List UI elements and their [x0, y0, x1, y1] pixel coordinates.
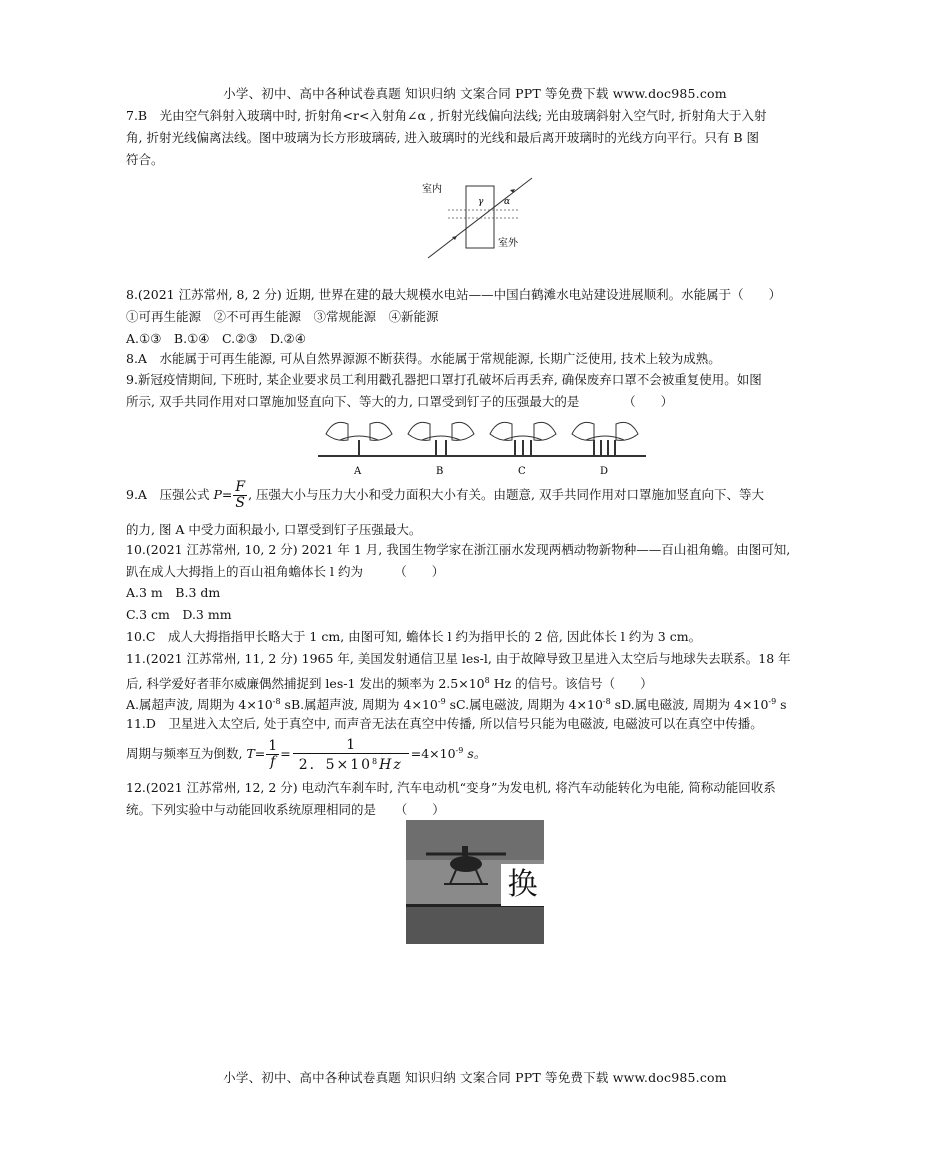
equals-sign: =	[254, 746, 266, 761]
option-b-label: B	[436, 466, 444, 477]
exponent: 8	[372, 756, 380, 766]
option-c-figure	[482, 422, 564, 477]
exponent: -8	[272, 697, 281, 706]
q7-line-2: 角, 折射光线偏离法线。图中玻璃为长方形玻璃砖, 进入玻璃时的光线和最后离开玻璃时的光线方向平行。只有 B 图	[126, 130, 760, 145]
denominator-value: 2．5×10	[298, 756, 373, 773]
fig-gamma-label: γ	[478, 197, 484, 207]
option-b-figure	[400, 422, 482, 477]
option-c-label: C	[518, 466, 526, 477]
q10-answer: 10.C 成人大拇指指甲长略大于 1 cm, 由图可知, 蟾体长 l 约为指甲长的 2 倍, 因此体长 l 约为 3 cm。	[126, 629, 702, 644]
pressure-symbol: P	[213, 487, 222, 502]
option-a-label: A	[354, 466, 362, 477]
q11-answer-text: 周期与频率互为倒数,	[126, 746, 247, 761]
q11-answer-line-1: 11.D 卫星进入太空后, 处于真空中, 而声音无法在真空中传播, 所以信号只能为电磁波, 电磁波可以在真空中传播。	[126, 716, 763, 731]
option-d-figure	[564, 422, 646, 477]
equals-sign: =	[221, 487, 233, 502]
fraction-denominator	[293, 754, 409, 773]
fraction-denominator: f	[270, 754, 276, 770]
q11-option-a: A.属超声波, 周期为 4×10	[126, 697, 273, 712]
refraction-diagram	[422, 174, 562, 264]
unit-hz: Hz	[379, 756, 403, 773]
q7-line-1: 7.B 光由空气斜射入玻璃中时, 折射角<r<入射角∠α , 折射光线偏向法线; 光由玻璃斜射入空气时, 折射角大于入射	[126, 108, 767, 123]
exponent: -9	[455, 746, 464, 755]
q11-option-c: sC.属电磁波, 周期为 4×10	[445, 697, 603, 712]
q9-answer-prefix: 9.A 压强公式	[126, 487, 214, 502]
q11-option-d: sD.属电磁波, 周期为 4×10	[610, 697, 769, 712]
q11-stem-2	[126, 671, 653, 694]
option-a-figure	[318, 422, 400, 477]
unit-seconds: s。	[463, 746, 487, 761]
q8-options-choices: A.①③ B.①④ C.②③ D.②④	[126, 331, 306, 346]
q11-option-b: sB.属超声波, 周期为 4×10	[280, 697, 438, 712]
q12-experiment-photo	[406, 820, 544, 944]
q11-answer-line-2	[126, 734, 486, 773]
q9-answer-suffix: , 压强大小与压力大小和受力面积大小有关。由题意, 双手共同作用对口罩施加竖直向下、等大	[248, 487, 764, 502]
page-header: 小学、初中、高中各种试卷真题 知识归纳 文案合同 PPT 等免费下载 www.doc985.com	[223, 86, 727, 101]
fig-indoor-label: 室内	[422, 184, 442, 195]
helicopter-icon	[426, 840, 506, 900]
page-footer: 小学、初中、高中各种试卷真题 知识归纳 文案合同 PPT 等免费下载 www.doc985.com	[223, 1070, 727, 1085]
q10-options-1: A.3 m B.3 dm	[126, 585, 221, 600]
q8-stem: 8.(2021 江苏常州, 8, 2 分) 近期, 世界在建的最大规模水电站——中国白鹤滩水电站建设进展顺利。水能属于（ ）	[126, 287, 782, 302]
unit-seconds: s	[776, 697, 787, 712]
fraction-numerator: 1	[268, 738, 278, 754]
exponent: -9	[437, 697, 446, 706]
exponent: -8	[602, 697, 611, 706]
q10-stem-2: 趴在成人大拇指上的百山祖角蟾体长 l 约为 （ ）	[126, 564, 445, 579]
q11-options	[126, 692, 787, 715]
fig-outdoor-label: 室外	[498, 238, 518, 249]
fraction-numerator: 1	[293, 737, 409, 754]
fig-alpha-label: α	[504, 197, 511, 207]
q11-stem-2-end: Hz 的信号。该信号（ ）	[489, 676, 653, 691]
option-d-label: D	[600, 466, 609, 477]
q12-stem-2: 统。下列实验中与动能回收系统原理相同的是 （ ）	[126, 802, 445, 817]
q10-options-2: C.3 cm D.3 mm	[126, 607, 232, 622]
reciprocal-fraction	[266, 739, 279, 770]
period-symbol: T	[246, 746, 255, 761]
overlay-char: 换	[501, 864, 544, 906]
q9-answer-line-1	[126, 480, 764, 511]
q8-answer: 8.A 水能属于可再生能源, 可从自然界源源不断获得。水能属于常规能源, 长期广泛使用, 技术上较为成熟。	[126, 351, 721, 366]
q9-line-1: 9.新冠疫情期间, 下班时, 某企业要求员工利用戳孔器把口罩打孔破坏后再丢弃, 确保废弃口罩不会被重复使用。如图	[126, 372, 762, 387]
q8-options-statements: ①可再生能源 ②不可再生能源 ③常规能源 ④新能源	[126, 309, 439, 324]
q9-answer-line-2: 的力, 图 A 中受力面积最小, 口罩受到钉子压强最大。	[126, 522, 422, 537]
fraction-denominator: S	[235, 495, 245, 511]
q9-line-2: 所示, 双手共同作用对口罩施加竖直向下、等大的力, 口罩受到钉子的压强最大的是 （ ）	[126, 394, 674, 409]
equals-sign: =	[280, 746, 291, 761]
exponent: -9	[768, 697, 777, 706]
q12-stem-1: 12.(2021 江苏常州, 12, 2 分) 电动汽车刹车时, 汽车电动机“变身”为发电机, 将汽车动能转化为电能, 简称动能回收系	[126, 780, 776, 795]
q11-stem-1: 11.(2021 江苏常州, 11, 2 分) 1965 年, 美国发射通信卫星 les-l, 由于故障导致卫星进入太空后与地球失去联系。18 年	[126, 651, 791, 666]
pressure-fraction	[233, 480, 247, 511]
exponent: 8	[484, 676, 490, 685]
result-value: =4×10	[410, 746, 456, 761]
frequency-fraction	[293, 737, 409, 773]
mask-punch-figure	[316, 412, 646, 482]
q7-line-3: 符合。	[126, 152, 164, 167]
q11-stem-2-text: 后, 科学爱好者菲尔威廉偶然捕捉到 les-1 发出的频率为 2.5×10	[126, 676, 485, 691]
q10-stem-1: 10.(2021 江苏常州, 10, 2 分) 2021 年 1 月, 我国生物学家在浙江丽水发现两栖动物新物种——百山祖角蟾。由图可知,	[126, 542, 791, 557]
fraction-numerator: F	[235, 479, 246, 495]
